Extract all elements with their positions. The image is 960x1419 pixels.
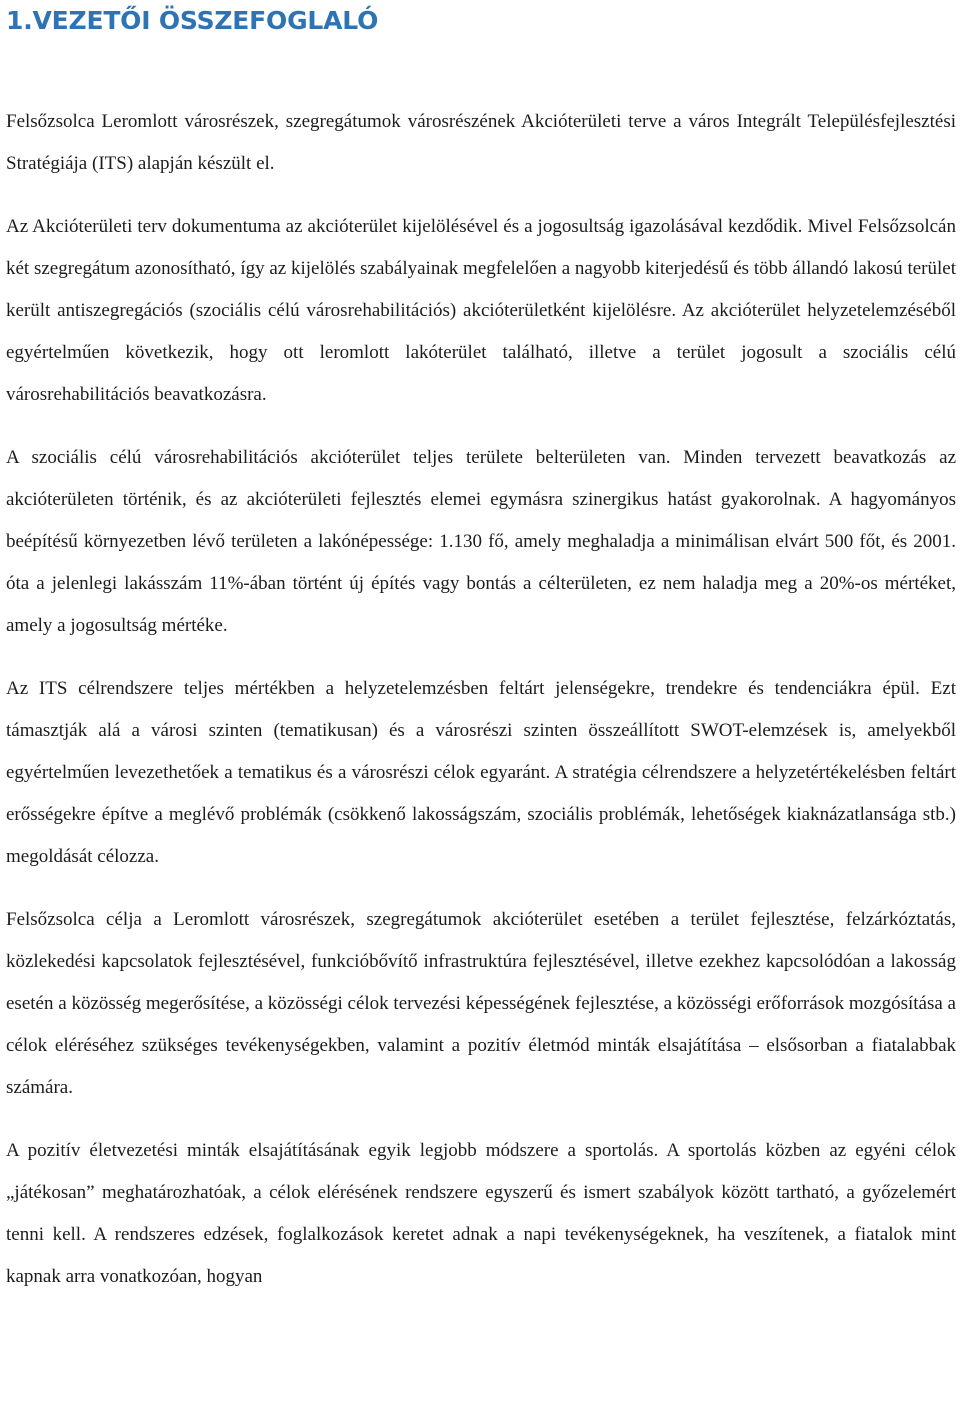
paragraph-action-area: Az Akcióterületi terv dokumentuma az akcióterület kijelölésével és a jogosultság igazolásával kezdődik. Mivel Felsőzsolcán két szegregátum azonosítható, így az kijelölés szabályainak megfelelően a nagyobb kiterjedésű és több állandó lakosú terület került antiszegregációs (szociális célú városrehabilitációs) akcióterületként kijelölésre. Az akcióterület helyzetelemzéséből egyértelműen következik, hogy ott leromlott lakóterület található, illetve a terület jogosult a szociális célú városrehabilitációs beavatkozásra. (6, 216, 956, 405)
document-body (6, 101, 956, 1298)
section-heading: 1.VEZETŐI ÖSSZEFOGLALÓ (6, 6, 379, 35)
paragraph-urban-rehabilitation: A szociális célú városrehabilitációs akcióterület teljes területe belterületen van. Minden tervezett beavatkozás az akcióterületen történik, és az akcióterületi fejlesztés elemei egymásra szinergikus hatást gyakorolnak. A hagyományos beépítésű környezetben lévő területen a lakónépessége: 1.130 fő, amely meghaladja a minimálisan elvárt 500 főt, és 2001. óta a jelenlegi lakásszám 11%-ában történt új építés vagy bontás a célterületen, ez nem haladja meg a 20%-os mértéket, amely a jogosultság mértéke. (6, 447, 956, 636)
paragraph-development-aims: Felsőzsolca célja a Leromlott városrészek, szegregátumok akcióterület esetében a terület fejlesztése, felzárkóztatás, közlekedési kapcsolatok fejlesztésével, funkcióbővítő infrastruktúra fejlesztésével, illetve ezekhez kapcsolódóan a lakosság esetén a közösség megerősítése, a közösségi célok tervezési képességének fejlesztése, a közösségi erőforrások mozgósítása a célok eléréséhez szükséges tevékenységekben, valamint a pozitív életmód minták elsajátítása – elsősorban a fiatalabbak számára. (6, 909, 956, 1098)
paragraph-its-goals: Az ITS célrendszere teljes mértékben a helyzetelemzésben feltárt jelenségekre, trendekre és tendenciákra épül. Ezt támasztják alá a városi szinten (tematikusan) és a városrészi szinten összeállított SWOT-elemzések is, amelyekből egyértelműen levezethetőek a tematikus és a városrészi célok egyaránt. A stratégia célrendszere a helyzetértékelésben feltárt erősségekre építve a meglévő problémák (csökkenő lakosságszám, szociális problémák, lehetőségek kiaknázatlansága stb.) megoldását célozza. (6, 678, 956, 867)
paragraph-intro: Felsőzsolca Leromlott városrészek, szegregátumok városrészének Akcióterületi terve a város Integrált Településfejlesztési Stratégiája (ITS) alapján készült el. (6, 111, 956, 174)
paragraph-sports: A pozitív életvezetési minták elsajátításának egyik legjobb módszere a sportolás. A sportolás közben az egyéni célok „játékosan” meghatározhatóak, a célok elérésének rendszere egyszerű és ismert szabályok között tartható, a győzelemért tenni kell. A rendszeres edzések, foglalkozások keretet adnak a napi tevékenységeknek, ha veszítenek, a fiatalok mint kapnak arra vonatkozóan, hogyan (6, 1140, 956, 1287)
